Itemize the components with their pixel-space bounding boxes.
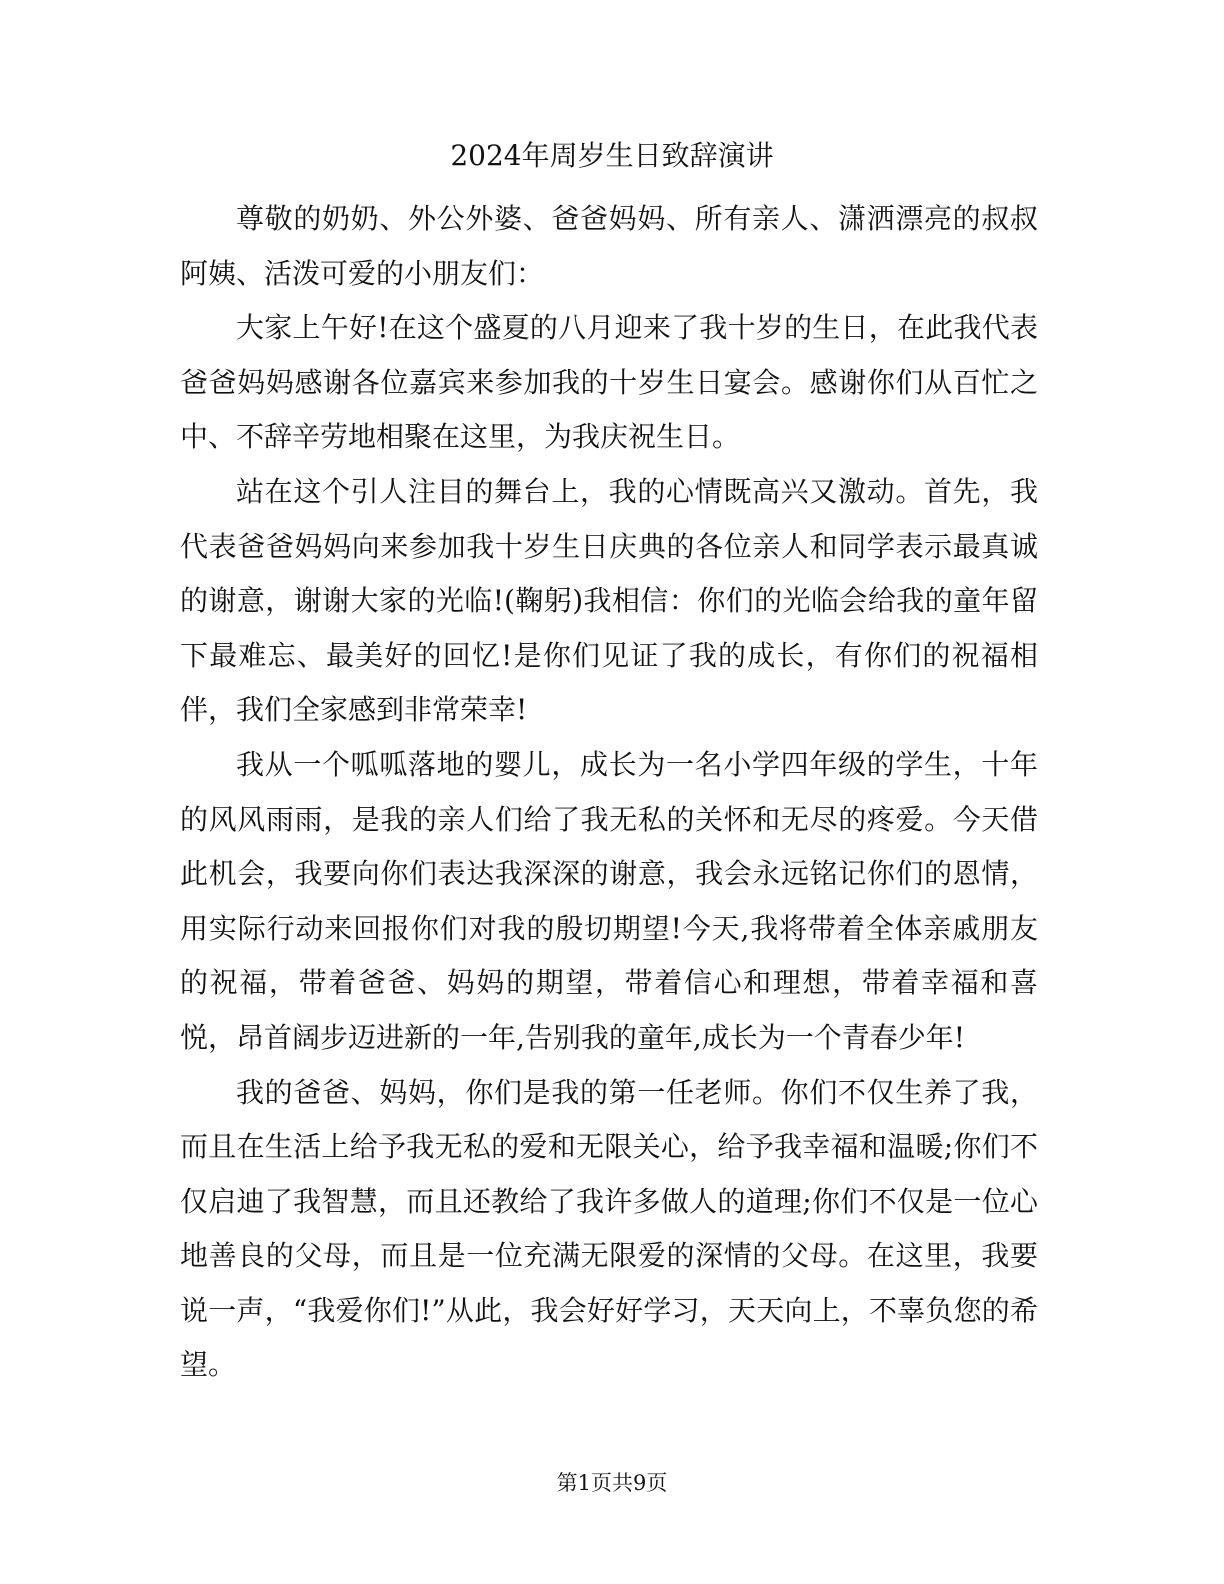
paragraph-welcome: 大家上午好!在这个盛夏的八月迎来了我十岁的生日，在此我代表爸爸妈妈感谢各位嘉宾来参加我的十岁生日宴会。感谢你们从百忙之中、不辞辛劳地相聚在这里，为我庆祝生日。 [180,311,1038,454]
paragraph-growth: 我从一个呱呱落地的婴儿，成长为一名小学四年级的学生，十年的风风雨雨，是我的亲人们给了我无私的关怀和无尽的疼爱。今天借此机会，我要向你们表达我深深的谢意，我会永远铭记你们的恩情，用实际行动来回报你们对我的殷切期望!今天,我将带着全体亲戚朋友的祝福，带着爸爸、妈妈的期望，带着信心和理想，带着幸福和喜悦，昂首阔步迈进新的一年,告别我的童年,成长为一个青春少年! [180,747,1038,1054]
paragraph-parents: 我的爸爸、妈妈，你们是我的第一任老师。你们不仅生养了我，而且在生活上给予我无私的爱和无限关心，给予我幸福和温暖;你们不仅启迪了我智慧，而且还教给了我许多做人的道理;你们不仅是一位心地善良的父母，而且是一位充满无限爱的深情的父母。在这里，我要说一声，“我爱你们!”从此，我会好好学习，天天向上，不辜负您的希望。 [180,1075,1038,1382]
paragraph-thanks: 站在这个引人注目的舞台上，我的心情既高兴又激动。首先，我代表爸爸妈妈向来参加我十岁生日庆典的各位亲人和同学表示最真诚的谢意，谢谢大家的光临!(鞠躬)我相信：你们的光临会给我的童年留下最难忘、最美好的回忆!是你们见证了我的成长，有你们的祝福相伴，我们全家感到非常荣幸! [180,474,1038,727]
document-title: 2024年周岁生日致辞演讲 [450,139,774,172]
document-body [180,192,1038,1393]
paragraph-greeting: 尊敬的奶奶、外公外婆、爸爸妈妈、所有亲人、潇洒漂亮的叔叔阿姨、活泼可爱的小朋友们： [180,202,1038,290]
page-number-footer: 第1页共9页 [556,1471,668,1495]
